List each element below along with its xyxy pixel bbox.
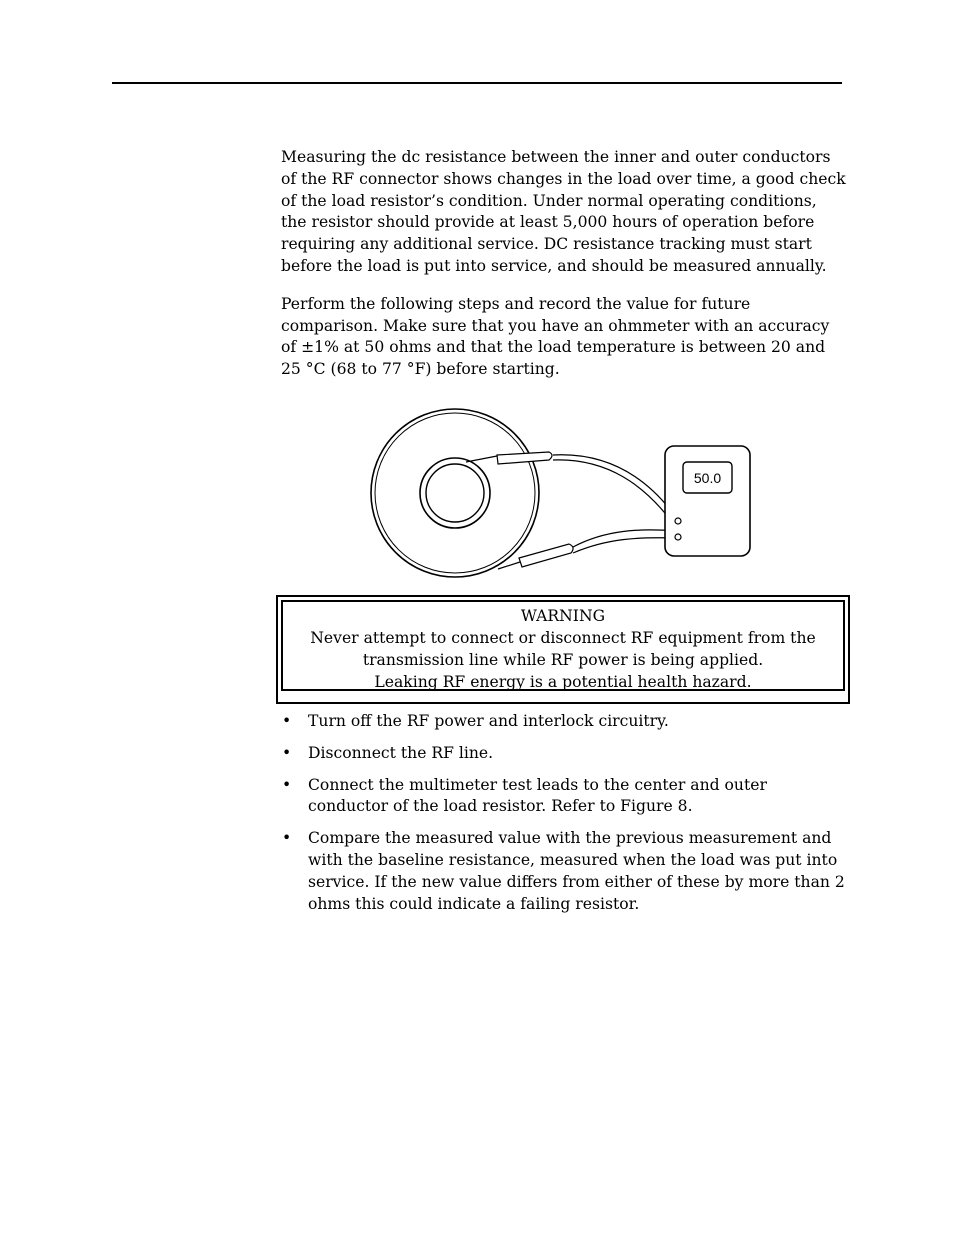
warning-title: WARNING xyxy=(520,607,606,625)
bullet-icon: • xyxy=(282,743,292,762)
multimeter-reading: 50.0 xyxy=(693,470,722,486)
bullet-icon: • xyxy=(282,829,292,848)
warning-line-1: Never attempt to connect or disconnect RF equipment from the xyxy=(310,629,816,647)
multimeter-jack-top xyxy=(675,518,681,524)
upper-test-probe xyxy=(466,452,678,522)
step-text: Turn off the RF power and interlock circuitry. xyxy=(308,712,669,730)
connector-outer-ring xyxy=(371,409,539,577)
center-conductor-inner xyxy=(426,464,484,522)
connector-outer-ring-inner xyxy=(375,413,535,573)
warning-inner-frame xyxy=(281,600,845,691)
list-item xyxy=(281,711,846,733)
list-item xyxy=(281,743,846,765)
lower-test-probe xyxy=(498,530,676,569)
list-item xyxy=(281,828,846,915)
list-item xyxy=(281,775,846,819)
paragraph-dc-resistance: Measuring the dc resistance between the inner and outer conductors of the RF connector shows changes in the load over time, a good check of the load resistor’s condition. Under normal operating conditions, the resistor should provide at least 5,000 hours of operation before requiring any additional service. DC resistance tracking must start before the load is put into service, and should be measured annually. xyxy=(281,148,846,275)
procedure-steps xyxy=(281,711,846,925)
warning-line-3: Leaking RF energy is a potential health hazard. xyxy=(374,673,752,691)
center-conductor xyxy=(420,458,490,528)
paragraph-procedure-intro: Perform the following steps and record the value for future comparison. Make sure that you have an ohmmeter with an accuracy of ±1% at 50 ohms and that the load temperature is between 20 and 25 °C (68 to 77 °F) before starting. xyxy=(281,294,830,379)
step-text: Compare the measured value with the previous measurement and with the baseline resistance, measured when the load was put into service. If the new value differs from either of these by more than 2 ohms this could indicate a failing resistor. xyxy=(308,829,845,913)
step-text: Connect the multimeter test leads to the center and outer conductor of the load resistor. Refer to Figure 8. xyxy=(308,775,767,816)
bullet-icon: • xyxy=(282,775,292,794)
multimeter-jack-bottom xyxy=(675,534,681,540)
warning-box xyxy=(276,595,850,704)
step-text: Disconnect the RF line. xyxy=(308,743,494,762)
bullet-icon: • xyxy=(282,712,292,730)
warning-line-2: transmission line while RF power is being applied. xyxy=(362,651,764,669)
